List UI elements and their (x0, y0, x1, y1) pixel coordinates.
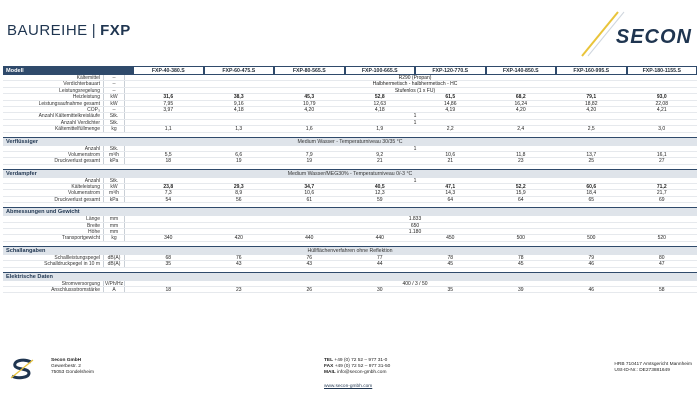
row-value: 27 (658, 158, 665, 165)
model-name: FXP-120-770.S (416, 67, 485, 74)
row-unit: m³/h (103, 190, 125, 195)
row-value: 15,9 (515, 190, 526, 197)
row-value: 39 (517, 286, 524, 293)
row-value: 45 (517, 261, 524, 268)
model-name: FXP-180-1155.S (628, 67, 697, 74)
section-label: Schallangaben (6, 247, 46, 254)
row-values (133, 190, 697, 195)
row-unit: Stk. (103, 146, 125, 151)
model-name: FXP-140-850.S (487, 67, 556, 74)
company-city: 75053 Gondelsheim (51, 370, 94, 375)
row-span-value: Stufenlos (1 x FU) (394, 87, 436, 94)
title-separator: | (91, 22, 97, 39)
row-value: 520 (657, 235, 666, 242)
row-values (133, 229, 697, 234)
row-label: Stromversorgung (61, 280, 100, 286)
section-elektrisch (3, 272, 697, 281)
row-values (133, 197, 697, 202)
row-value: 7,95 (163, 100, 174, 107)
row-label: Kälteleistung (71, 184, 100, 190)
row-value: 9,16 (233, 100, 244, 107)
row-value: 18 (165, 158, 172, 165)
row-value: 4,20 (586, 106, 597, 113)
row-value: 21 (376, 158, 383, 165)
row-label: Länge (86, 216, 100, 222)
row-value: 59 (376, 196, 383, 203)
row-value: 45,3 (304, 94, 315, 101)
row-label: Verdichterbauart (63, 81, 100, 87)
table-row (3, 126, 697, 132)
row-values (133, 113, 697, 118)
row-value: 500 (516, 235, 525, 242)
row-value: 80 (658, 254, 665, 261)
model-header-band (3, 66, 697, 75)
row-value: 13,7 (586, 151, 597, 158)
page-title (7, 22, 131, 39)
website-link[interactable]: www.secon-gmbh.com (324, 384, 373, 389)
row-value: 16,24 (514, 100, 527, 107)
row-value: 500 (587, 235, 596, 242)
logo-text: SECON (615, 26, 692, 48)
row-label: Druckverlust gesamt (54, 196, 100, 203)
section-schall (3, 246, 697, 255)
row-value: 10,6 (304, 190, 315, 197)
row-value: 71,2 (656, 184, 667, 191)
row-value: 6,6 (235, 151, 243, 158)
row-unit: kW (103, 94, 125, 99)
row-span-value: 400 / 3 / 50 (402, 280, 428, 287)
row-value: 44 (376, 261, 383, 268)
row-label: Schallleistungspegel (54, 254, 100, 261)
model-name: FXP-40-380.S (134, 67, 203, 74)
row-value: 4,20 (515, 106, 526, 113)
row-value: 19 (235, 158, 242, 165)
table-row (3, 158, 697, 164)
model-band-label: Modell (6, 67, 24, 74)
row-value: 23 (517, 158, 524, 165)
row-values (133, 88, 697, 93)
row-span-value: 1 (413, 113, 417, 120)
row-unit: kPa (103, 197, 125, 202)
row-value: 21,7 (656, 190, 667, 197)
row-value: 11,8 (516, 151, 526, 158)
row-unit: -- (103, 81, 125, 86)
section-note: Hüllflächenverfahren ohne Reflektion (307, 247, 393, 254)
row-value: 58 (658, 286, 665, 293)
section-note: Medium Wasser/MEG30% - Temperaturniveau 0/-3 °C (287, 170, 413, 177)
row-values (133, 178, 697, 183)
row-unit: -- (103, 88, 125, 93)
row-unit: Stk. (103, 113, 125, 118)
row-value: 60,6 (586, 184, 597, 191)
row-value: 46 (588, 261, 595, 268)
row-value: 16,1 (656, 151, 667, 158)
fax-number: +49 (0) 72 52 – 977 31-50 (334, 364, 391, 369)
row-value: 43 (306, 261, 313, 268)
section-verdampfer (3, 169, 697, 178)
row-value: 1,1 (164, 126, 172, 133)
company-name: Secon GmbH (51, 358, 82, 363)
row-value: 1,6 (305, 126, 313, 133)
spec-table (3, 66, 697, 293)
row-value: 46 (588, 286, 595, 293)
row-value: 29,3 (233, 184, 244, 191)
row-value: 54 (165, 196, 172, 203)
section-abmessungen (3, 207, 697, 216)
row-span-value: 1.833 (408, 216, 422, 223)
row-value: 4,21 (656, 106, 667, 113)
row-value: 7,9 (305, 151, 313, 158)
row-value: 4,18 (374, 106, 385, 113)
row-value: 2,4 (517, 126, 525, 133)
row-values (133, 261, 697, 266)
row-values (133, 101, 697, 106)
row-values (133, 235, 697, 240)
row-value: 23 (235, 286, 242, 293)
row-value: 19 (306, 158, 313, 165)
row-label: Breite (86, 222, 100, 229)
row-values (133, 94, 697, 99)
mail-address[interactable]: info@secon-gmbh.com (337, 370, 387, 375)
row-unit: A (103, 287, 125, 292)
row-value: 35 (165, 261, 172, 268)
model-name: FXP-80-565.S (275, 67, 344, 74)
table-row (3, 261, 697, 267)
row-unit: mm (103, 216, 125, 221)
row-span-value: 1 (413, 119, 417, 126)
row-value: 76 (306, 254, 313, 261)
verdampfer-rows (3, 178, 697, 204)
row-label: Anzahl (84, 177, 100, 184)
model-name: FXP-60-475.S (205, 67, 274, 74)
row-values (133, 152, 697, 157)
abmessungen-rows (3, 216, 697, 242)
section-label: Verdampfer (6, 170, 37, 177)
company-contact (324, 358, 390, 376)
row-unit: m³/h (103, 152, 125, 157)
row-value: 18,82 (584, 100, 598, 107)
row-value: 64 (447, 196, 454, 203)
row-unit: dB(A) (103, 255, 125, 260)
row-label: Druckverlust gesamt (54, 158, 100, 164)
row-span-value: 650 (410, 222, 420, 229)
company-registration (614, 362, 692, 374)
section-label: Elektrische Daten (6, 273, 53, 280)
section-label: Abmessungen und Gewicht (6, 209, 80, 216)
row-unit: kg (103, 235, 125, 240)
row-value: 1,3 (235, 126, 243, 133)
row-value: 8,9 (235, 190, 243, 197)
row-values (133, 75, 697, 80)
series-name: FXP (100, 22, 131, 39)
row-value: 4,18 (233, 106, 244, 113)
row-value: 18,4 (586, 190, 597, 197)
general-rows (3, 75, 697, 133)
row-span-value: Halbhermetisch - halbhermetisch - HC (372, 81, 458, 88)
row-value: 7,3 (164, 190, 172, 197)
company-street: Gewerbestr. 2 (51, 364, 81, 369)
row-values (133, 223, 697, 228)
row-value: 45 (447, 261, 454, 268)
row-value: 30 (376, 286, 383, 293)
row-value: 76 (235, 254, 242, 261)
verfluessiger-rows (3, 146, 697, 165)
row-value: 78 (517, 254, 524, 261)
row-value: 5,5 (164, 151, 172, 158)
tel-label: TEL (324, 358, 334, 363)
row-values (133, 146, 697, 151)
row-unit: kW (103, 184, 125, 189)
row-label: Anschlussstromstärke (51, 286, 100, 293)
row-unit: -- (103, 75, 125, 80)
row-value: 340 (164, 235, 173, 242)
section-verfluessiger (3, 137, 697, 146)
section-note: Medium Wasser - Temperaturniveau 30/35 °C (297, 138, 403, 145)
row-values (133, 216, 697, 221)
page-footer (0, 354, 700, 402)
row-value: 21 (447, 158, 454, 165)
row-values (133, 120, 697, 125)
row-label: Heizleistung (72, 94, 100, 100)
row-unit: kPa (103, 158, 125, 163)
schall-rows (3, 255, 697, 268)
row-value: 52,2 (515, 184, 526, 191)
row-values (133, 281, 697, 286)
row-unit: kW (103, 101, 125, 106)
row-value: 47,1 (445, 184, 456, 191)
vat-number: USt-ID-Nr.: DE273881649 (614, 368, 670, 373)
elektrisch-rows (3, 281, 697, 294)
secon-s-icon (9, 358, 35, 380)
row-unit: mm (103, 223, 125, 228)
row-value: 52,8 (374, 94, 385, 101)
row-unit: kg (103, 126, 125, 131)
fax-label: FAX (324, 364, 334, 369)
row-value: 3,97 (163, 106, 174, 113)
row-label: Anzahl Kältemittelkreisläufe (38, 113, 100, 119)
row-label: COP₃ (87, 106, 100, 113)
row-value: 61,5 (445, 94, 456, 101)
row-span-value: 1 (413, 177, 417, 184)
row-value: 38,3 (233, 94, 244, 101)
row-unit: dB(A) (103, 261, 125, 266)
row-value: 77 (376, 254, 383, 261)
row-value: 35 (447, 286, 454, 293)
row-value: 12,63 (373, 100, 386, 107)
row-value: 18 (165, 286, 172, 293)
row-label: Höhe (88, 229, 100, 235)
row-value: 22,08 (655, 100, 668, 107)
row-label: Volumenstrom (68, 151, 100, 158)
row-value: 69 (658, 196, 665, 203)
page-header (0, 0, 700, 62)
row-values (133, 184, 697, 189)
row-value: 34,7 (304, 184, 315, 191)
row-unit: -- (103, 107, 125, 112)
table-row (3, 197, 697, 203)
series-label: BAUREIHE (7, 22, 88, 39)
row-values (133, 126, 697, 131)
row-value: 2,5 (587, 126, 595, 133)
row-value: 440 (375, 235, 384, 242)
row-value: 420 (234, 235, 243, 242)
row-value: 78 (447, 254, 454, 261)
row-unit: Stk. (103, 120, 125, 125)
row-value: 9,2 (376, 151, 384, 158)
row-label: Leistungsaufnahme gesamt (38, 100, 100, 106)
row-label: Transportgewicht (61, 235, 100, 241)
row-span-value: 1 (413, 145, 417, 152)
table-row (3, 235, 697, 241)
row-value: 4,20 (304, 106, 315, 113)
row-value: 68,2 (515, 94, 526, 101)
row-label: Volumenstrom (68, 190, 100, 196)
row-value: 440 (305, 235, 314, 242)
row-value: 14,3 (445, 190, 456, 197)
row-values (133, 158, 697, 163)
section-label: Verflüssiger (6, 138, 39, 145)
row-value: 93,0 (656, 94, 667, 101)
row-value: 10,6 (445, 151, 456, 158)
row-value: 79 (588, 254, 595, 261)
row-value: 1,9 (376, 126, 384, 133)
model-name: FXP-160-995.S (557, 67, 626, 74)
row-value: 25 (588, 158, 595, 165)
row-values (133, 287, 697, 292)
row-unit: V/Ph/Hz (104, 280, 124, 287)
row-value: 47 (658, 261, 665, 268)
model-cells (133, 66, 697, 75)
row-value: 14,86 (443, 100, 457, 107)
row-value: 450 (446, 235, 455, 242)
row-value: 2,2 (446, 126, 454, 133)
row-value: 10,79 (302, 100, 316, 107)
row-span-value: 1.180 (408, 229, 422, 236)
row-values (133, 255, 697, 260)
row-value: 12,3 (374, 190, 385, 197)
row-value: 64 (517, 196, 524, 203)
row-label: Anzahl (84, 145, 100, 151)
row-value: 26 (306, 286, 313, 293)
row-label: Leistungsregelung (59, 87, 100, 94)
company-address (51, 358, 94, 376)
row-label: Kältemittel (76, 75, 100, 81)
row-value: 61 (306, 196, 313, 203)
row-label: Kältemittelfüllmenge (54, 126, 100, 132)
row-value: 43 (235, 261, 242, 268)
row-value: 68 (165, 254, 172, 261)
model-name: FXP-100-665.S (346, 67, 415, 74)
row-value: 79,1 (586, 94, 597, 101)
row-label: Schalldruckpegel in 10 m (44, 261, 100, 267)
row-value: 40,5 (374, 184, 385, 191)
row-unit: mm (103, 229, 125, 234)
row-values (133, 107, 697, 112)
row-unit: Stk. (103, 178, 125, 183)
row-value: 65 (588, 196, 595, 203)
row-value: 56 (235, 196, 242, 203)
mail-label: MAIL (324, 370, 336, 375)
row-span-value: R290 (Propan) (398, 75, 432, 81)
row-label: Anzahl Verdichter (60, 119, 100, 126)
table-row (3, 287, 697, 293)
secon-logo (574, 6, 692, 58)
register-number: HRB 710417 Amtsgericht Mannheim (614, 362, 692, 367)
row-value: 4,19 (445, 106, 456, 113)
row-value: 3,0 (658, 126, 666, 133)
tel-number: +49 (0) 72 52 – 977 31-0 (334, 358, 388, 363)
row-value: 23,8 (163, 184, 174, 191)
row-value: 31,6 (163, 94, 174, 101)
row-values (133, 81, 697, 86)
